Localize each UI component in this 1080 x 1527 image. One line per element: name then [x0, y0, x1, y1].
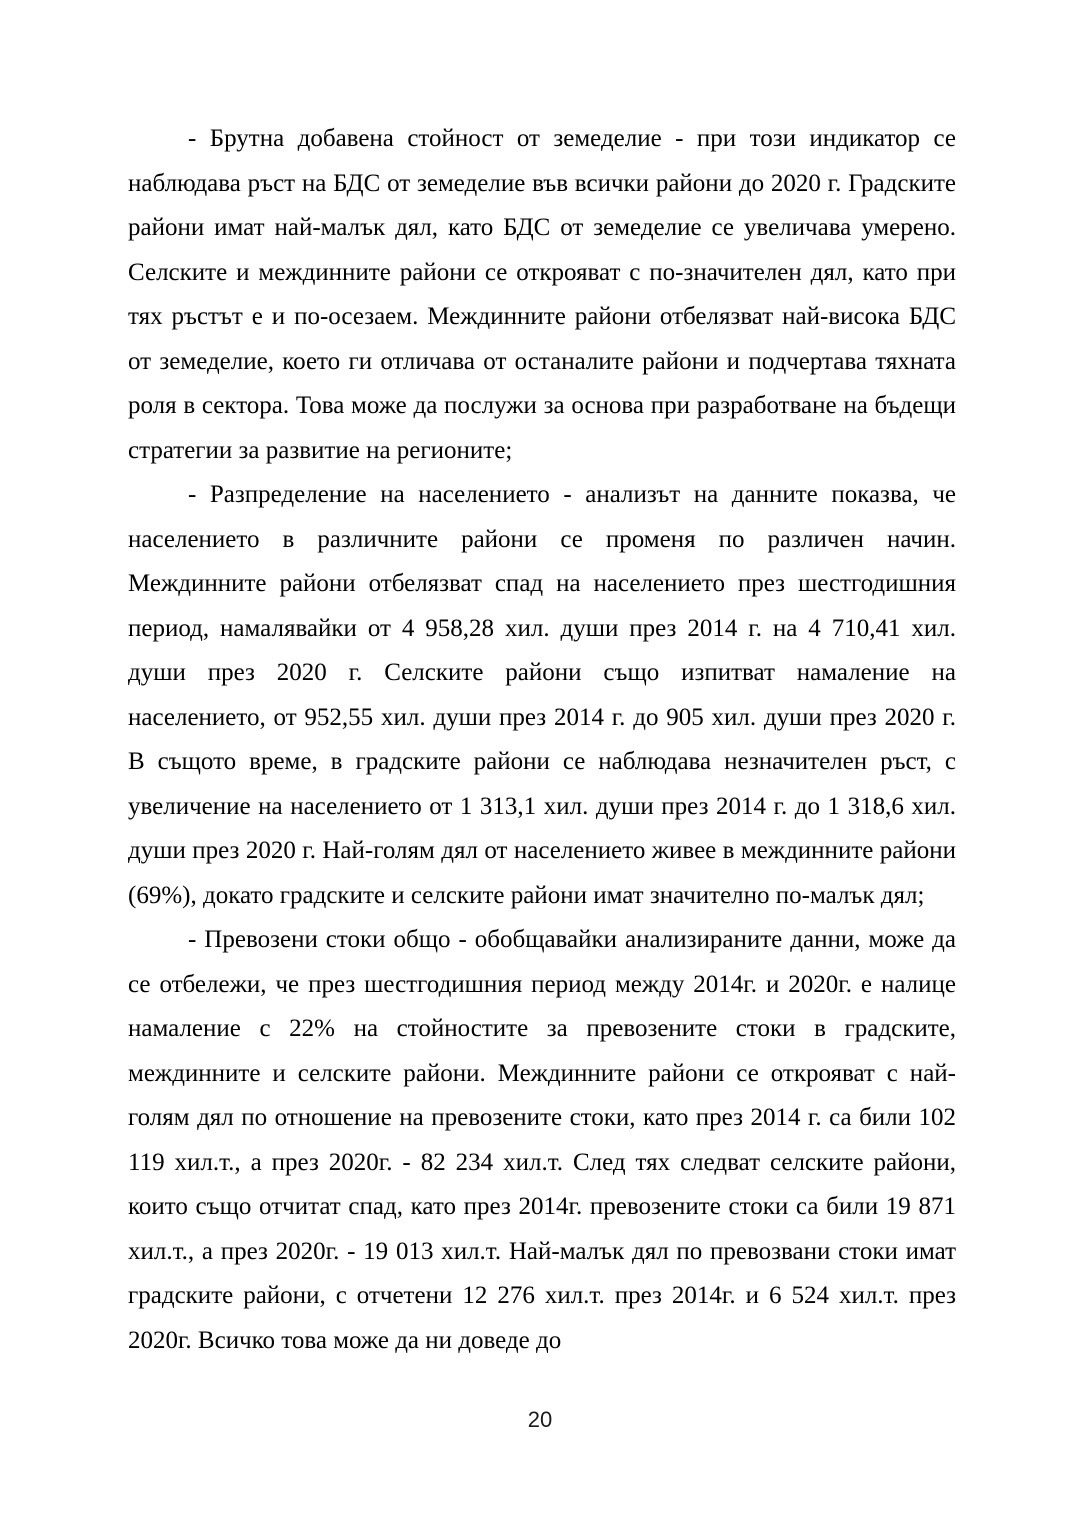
- paragraph-transported-goods-total: - Превозени стоки общо - обобщавайки анализираните данни, може да се отбележи, че през шестгодишния период между 2014г. и 2020г. е налице намаление с 22% на стойностите за превозените стоки в градските, междинните и селските райони. Междинните райони се открояват с най-голям дял по отношение на превозените стоки, като през 2014 г. са били 102 119 хил.т., а през 2020г. - 82 234 хил.т. След тях следват селските райони, които също отчитат спад, като през 2014г. превозените стоки са били 19 871 хил.т., а през 2020г. - 19 013 хил.т. Най-малък дял по превозвани стоки имат градските райони, с отчетени 12 276 хил.т. през 2014г. и 6 524 хил.т. през 2020г. Всичко това може да ни доведе до: [128, 926, 956, 1354]
- paragraph-gross-value-added-agriculture: - Брутна добавена стойност от земеделие - при този индикатор се наблюдава ръст на БДС от земеделие във всички райони до 2020 г. Градските райони имат най-малък дял, като БДС от земеделие се увеличава умерено. Селските и междинните райони се открояват с по-значителен дял, като при тях ръстът е и по-осезаем. Междинните райони отбелязват най-висока БДС от земеделие, което ги отличава от останалите райони и подчертава тяхната роля в сектора. Това може да послужи за основа при разработване на бъдещи стратегии за развитие на регионите;: [128, 125, 956, 464]
- paragraph-population-distribution: - Разпределение на населението - анализът на данните показва, че населението в различните райони се променя по различен начин. Междинните райони отбелязват спад на населението през шестгодишния период, намалявайки от 4 958,28 хил. души през 2014 г. на 4 710,41 хил. души през 2020 г. Селските райони също изпитват намаление на населението, от 952,55 хил. души през 2014 г. до 905 хил. души през 2020 г. В същото време, в градските райони се наблюдава незначителен ръст, с увеличение на населението от 1 313,1 хил. души през 2014 г. до 1 318,6 хил. души през 2020 г. Най-голям дял от населението живее в междинните райони (69%), докато градските и селските райони имат значително по-малък дял;: [128, 481, 956, 909]
- page-number: 20: [527, 1407, 553, 1432]
- text-content: [128, 117, 956, 1363]
